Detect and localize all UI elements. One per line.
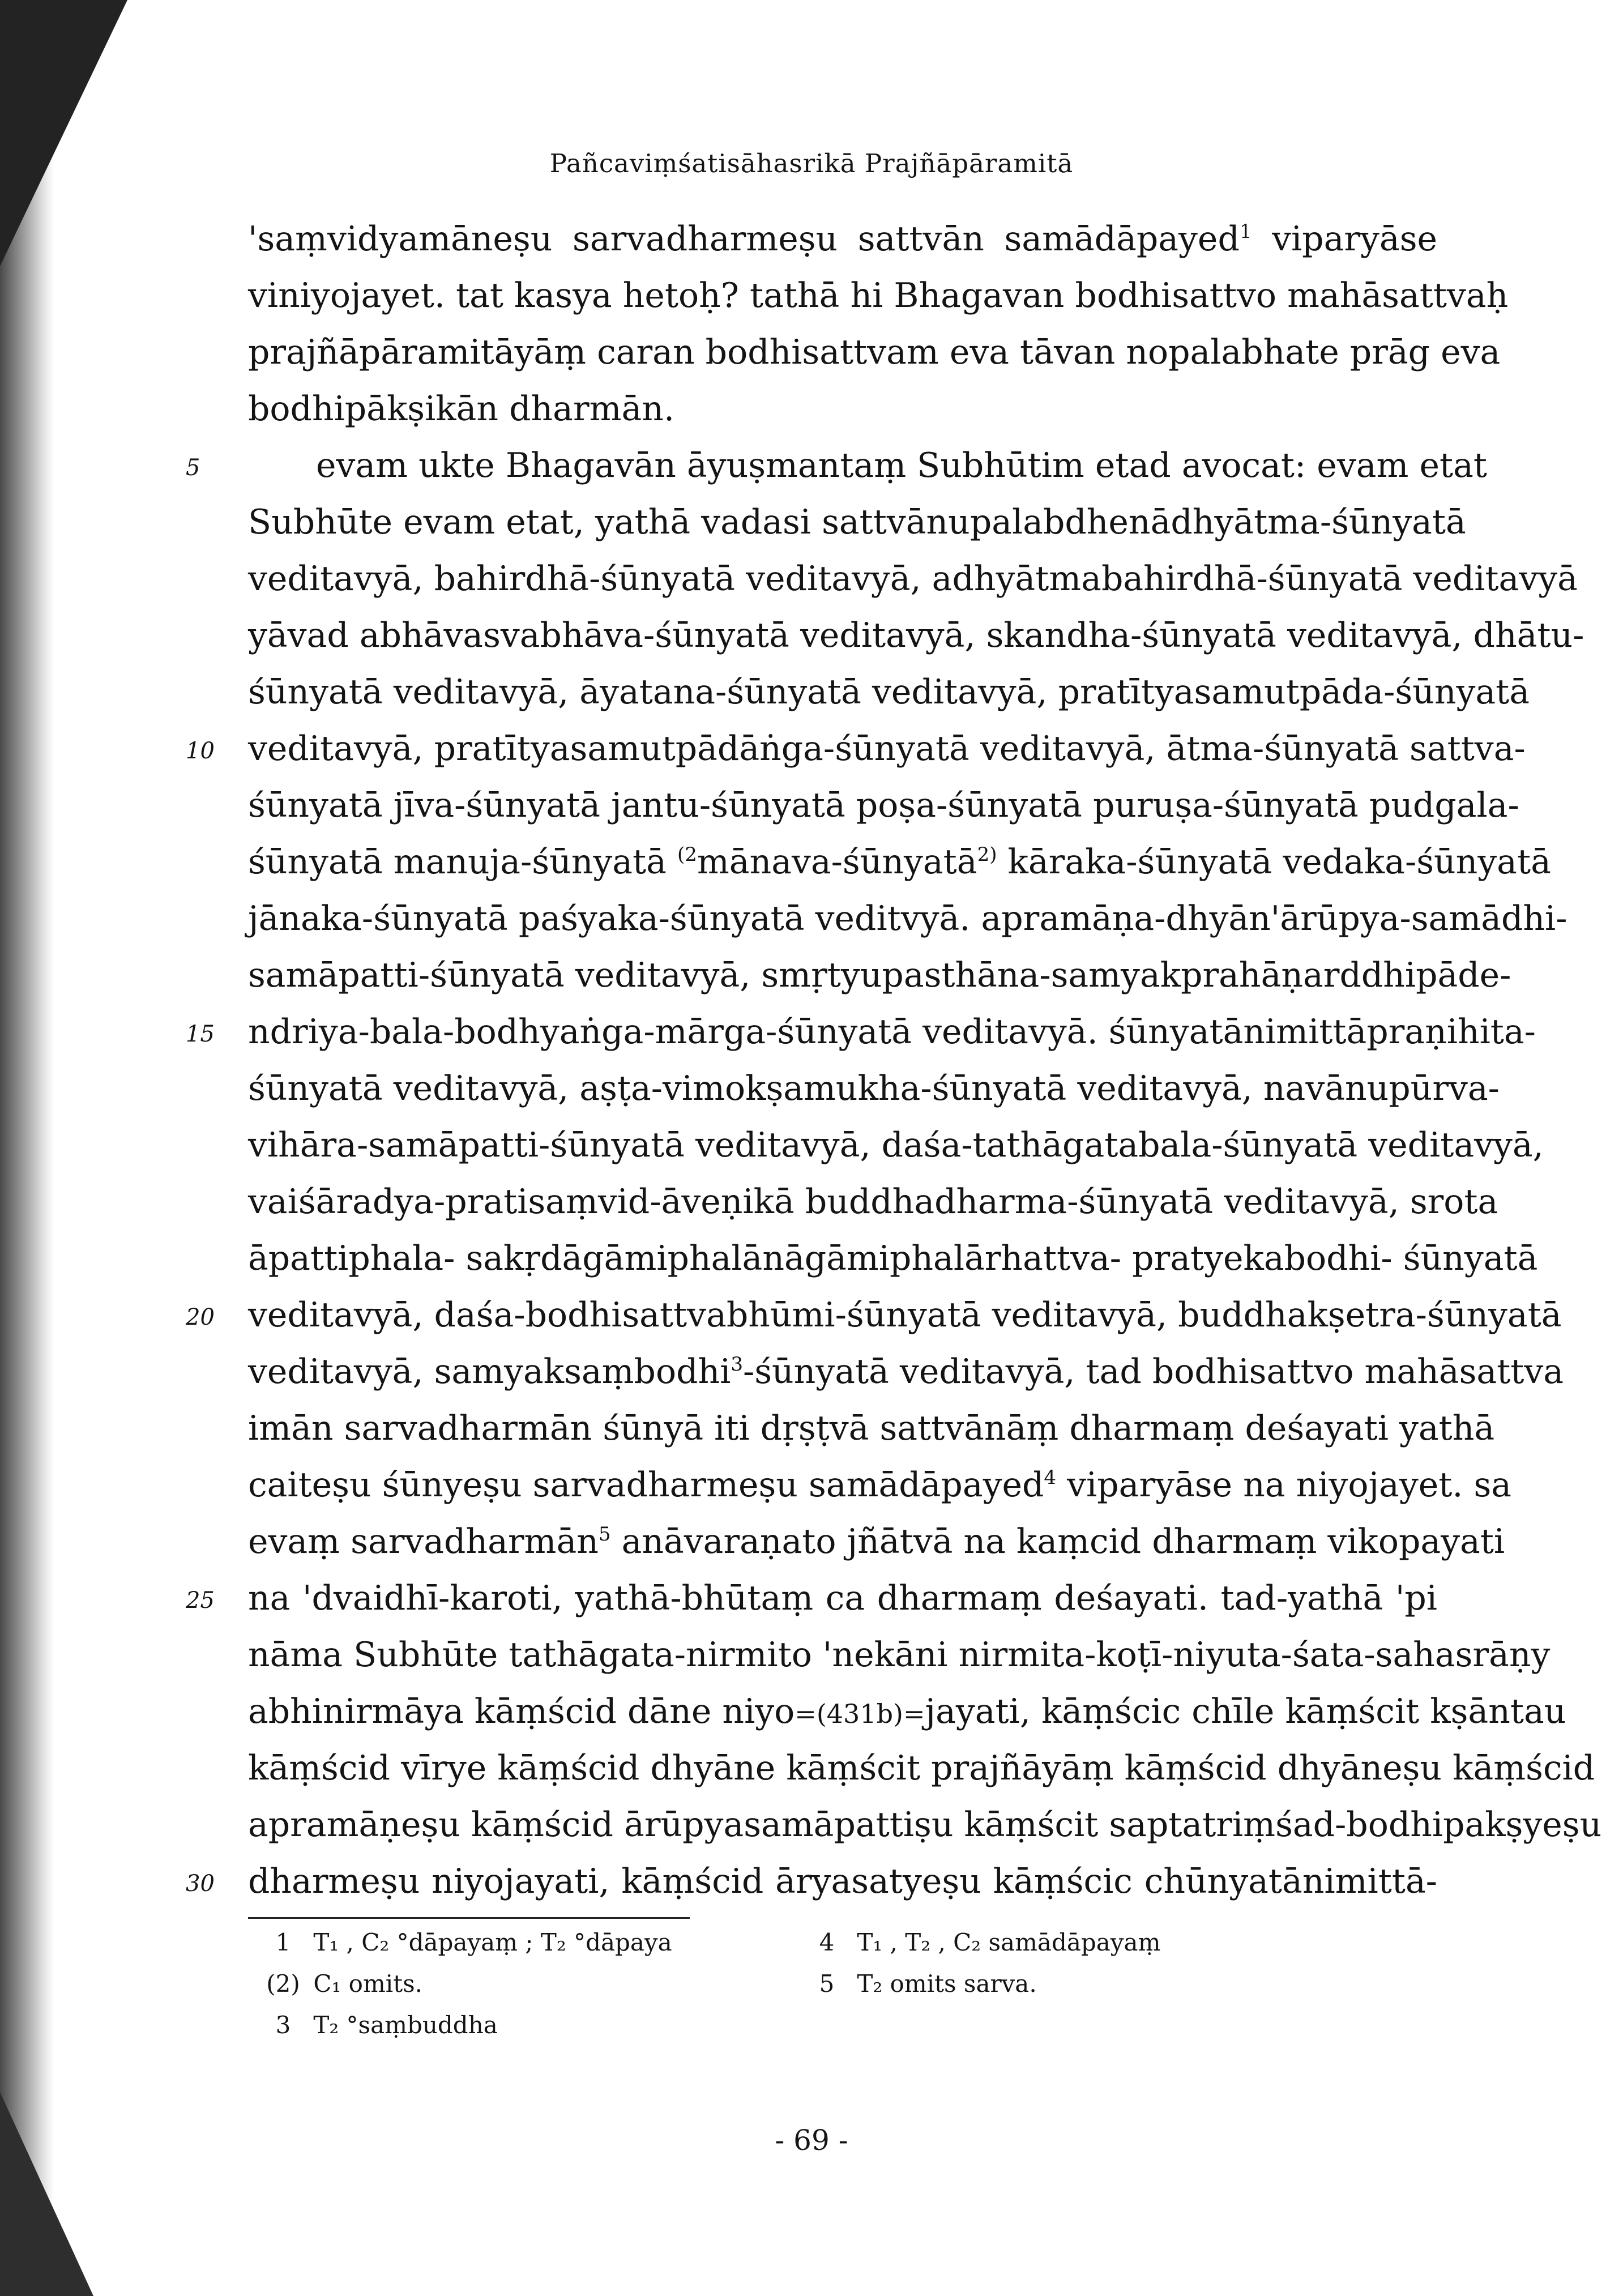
text-line: prajñāpāramitāyāṃ caran bodhisattvam eva tāvan nopalabhate prāg eva — [248, 332, 1501, 372]
line-number: 25 — [186, 1587, 215, 1614]
footnote-text: C₁ omits. — [313, 1970, 423, 1998]
footnote-item — [260, 1928, 672, 1956]
footnote-mark: 3 — [275, 2011, 291, 2039]
footnote-mark: 1 — [275, 1928, 291, 1956]
text-line: vaiśāradya-pratisaṃvid-āveṇikā buddhadharma-śūnyatā veditavyā, srota — [248, 1182, 1498, 1222]
text-line: kāṃścid vīrye kāṃścid dhyāne kāṃścit prajñāyāṃ kāṃścid dhyāneṣu kāṃścid — [248, 1748, 1595, 1788]
text-line: 25 na 'dvaidhī-karoti, yathā-bhūtaṃ ca dharmaṃ deśayati. tad-yathā 'pi — [248, 1570, 1437, 1627]
line-number: 20 — [186, 1304, 215, 1330]
footnote-ref: (2 — [677, 843, 697, 866]
text-line: nāma Subhūte tathāgata-nirmito 'nekāni nirmita-koṭī-niyuta-śata-sahasrāṇy — [248, 1635, 1551, 1675]
text-line: vihāra-samāpatti-śūnyatā veditavyā, daśa-tathāgatabala-śūnyatā veditavyā, — [248, 1125, 1544, 1165]
text-line: apramāṇeṣu kāṃścid ārūpyasamāpattiṣu kāṃścit saptatriṃśad-bodhipakṣyeṣu — [248, 1805, 1602, 1845]
text-line: veditavyā, samyaksaṃbodhi$^3$-śūnyatā veditavyā, tad bodhisattvo mahāsattva — [248, 1352, 1564, 1392]
binding-shadow-top — [0, 0, 127, 266]
footnote-item — [804, 1970, 1037, 1998]
text-line: yāvad abhāvasvabhāva-śūnyatā veditavyā, skandha-śūnyatā veditavyā, dhātu- — [248, 616, 1584, 655]
binding-shadow-bottom — [0, 2092, 93, 2296]
footnote-text: T₂ °saṃbuddha — [313, 2011, 498, 2039]
line-number: 30 — [186, 1871, 215, 1897]
line-number: 15 — [186, 1021, 215, 1047]
footnote-rule — [248, 1917, 690, 1919]
footnote-ref: 2) — [977, 843, 997, 866]
footnote-ref: 4 — [1044, 1466, 1057, 1489]
text-line: evaṃ sarvadharmān$^5$ anāvaraṇato jñātvā na kaṃcid dharmaṃ vikopayati — [248, 1522, 1505, 1561]
text-line: āpattiphala- sakṛdāgāmiphalānāgāmiphalārhattva- pratyekabodhi- śūnyatā — [248, 1239, 1538, 1278]
running-header: Pañcaviṃśatisāhasrikā Prajñāpāramitā — [549, 148, 1074, 178]
text-line: 30 dharmeṣu niyojayati, kāṃścid āryasatyeṣu kāṃścic chūnyatānimittā- — [248, 1853, 1437, 1910]
text-line: samāpatti-śūnyatā veditavyā, smṛtyupasthāna-samyakprahāṇarddhipāde- — [248, 955, 1511, 995]
text-line: 'saṃvidyamāneṣu sarvadharmeṣu sattvān samādāpayed$^1$ viparyāse — [248, 219, 1437, 259]
text-line: viniyojayet. tat kasya hetoḥ? tathā hi Bhagavan bodhisattvo mahāsattvaḥ — [248, 276, 1509, 315]
line-number: 10 — [186, 738, 215, 764]
text-line: Subhūte evam etat, yathā vadasi sattvānupalabdhenādhyātma-śūnyatā — [248, 502, 1466, 542]
text-line: bodhipākṣikān dharmān. — [248, 389, 675, 429]
page-number: - 69 - — [775, 2124, 848, 2157]
text-line: 15 ndriya-bala-bodhyaṅga-mārga-śūnyatā veditavyā. śūnyatānimittāpraṇihita- — [248, 1004, 1437, 1060]
book-binding-shadow — [0, 0, 54, 2296]
text-line: jānaka-śūnyatā paśyaka-śūnyatā veditvyā. apramāṇa-dhyān'ārūpya-samādhi- — [248, 899, 1568, 938]
text-line: abhinirmāya kāṃścid dāne niyo=(431b)=jayati, kāṃścic chīle kāṃścit kṣāntau — [248, 1692, 1566, 1731]
footnote-mark: (2) — [266, 1970, 300, 1998]
main-text — [186, 211, 1602, 1910]
text-line: imān sarvadharmān śūnyā iti dṛṣṭvā sattvānāṃ dharmaṃ deśayati yathā — [248, 1409, 1495, 1448]
footnote-ref: 3 — [731, 1353, 743, 1376]
text-line: caiteṣu śūnyeṣu sarvadharmeṣu samādāpayed$^4$ viparyāse na niyojayet. sa — [248, 1465, 1512, 1505]
text-line: 20 veditavyā, daśa-bodhisattvabhūmi-śūnyatā veditavyā, buddhakṣetra-śūnyatā — [248, 1287, 1437, 1343]
text-line: śūnyatā jīva-śūnyatā jantu-śūnyatā poṣa-śūnyatā puruṣa-śūnyatā pudgala- — [248, 786, 1519, 825]
text-line: 10 veditavyā, pratītyasamutpādāṅga-śūnyatā veditavyā, ātma-śūnyatā sattva- — [248, 720, 1437, 777]
footnote-item — [260, 2011, 498, 2039]
footnote-item — [260, 1970, 422, 1998]
footnote-text: T₂ omits sarva. — [857, 1970, 1037, 1998]
text-line: śūnyatā veditavyā, āyatana-śūnyatā veditavyā, pratītyasamutpāda-śūnyatā — [248, 672, 1530, 712]
footnote-mark: 4 — [819, 1928, 835, 1956]
text-line: 5 evam ukte Bhagavān āyuṣmantaṃ Subhūtim etad avocat: evam etat — [248, 437, 1437, 494]
text-line: śūnyatā manuja-śūnyatā $^{(2}$mānava-śūnyatā$^{2)}$ kāraka-śūnyatā vedaka-śūnyatā — [248, 842, 1551, 882]
footnote-item — [804, 1928, 1160, 1956]
footnote-text: T₁ , C₂ °dāpayaṃ ; T₂ °dāpaya — [313, 1928, 672, 1956]
footnote-ref: 1 — [1239, 220, 1252, 243]
line-number: 5 — [186, 455, 200, 481]
folio-marker: =(431b)= — [795, 1698, 925, 1729]
footnote-mark: 5 — [819, 1970, 835, 1998]
text-line: veditavyā, bahirdhā-śūnyatā veditavyā, adhyātmabahirdhā-śūnyatā veditavyā — [248, 559, 1578, 599]
footnote-ref: 5 — [598, 1523, 611, 1546]
footnote-text: T₁ , T₂ , C₂ samādāpayaṃ — [857, 1928, 1161, 1956]
text-line: śūnyatā veditavyā, aṣṭa-vimokṣamukha-śūnyatā veditavyā, navānupūrva- — [248, 1069, 1500, 1108]
